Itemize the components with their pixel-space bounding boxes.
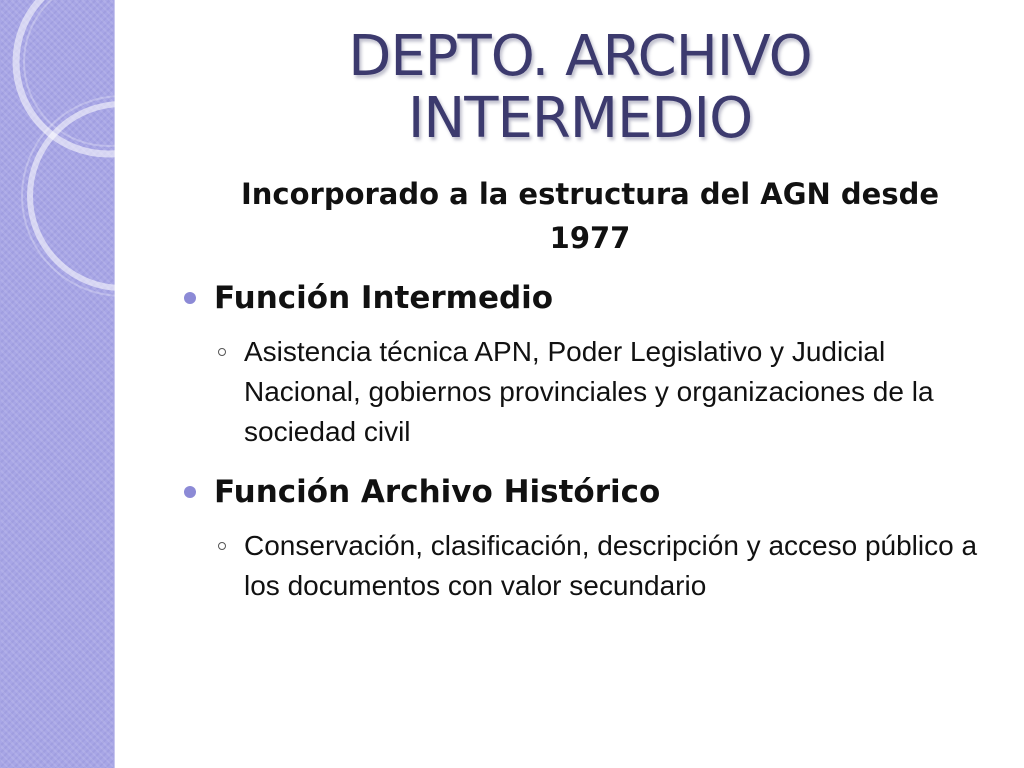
sub-bullet-item-conservacion: [180, 526, 980, 606]
bullet-item-funcion-archivo-historico: [180, 470, 980, 514]
sub-bullet-text: Asistencia técnica APN, Poder Legislativo y Judicial Nacional, gobiernos provinciales y organizaciones de la sociedad civil: [244, 336, 934, 447]
sub-bullet-text: Conservación, clasificación, descripción y acceso público a los documentos con valor secundario: [244, 530, 978, 601]
hollow-ring-bullet-icon: [218, 542, 226, 550]
slide-subtitle: [178, 172, 1002, 260]
slide-subtitle-line-1: Incorporado a la estructura del AGN desde: [240, 177, 940, 211]
slide-title: [200, 26, 960, 150]
bullet-heading: Función Intermedio: [214, 280, 554, 316]
slide-title-line-1: DEPTO. ARCHIVO: [348, 24, 812, 89]
bullet-list: [180, 276, 980, 624]
bullet-heading: Función Archivo Histórico: [214, 474, 661, 510]
filled-circle-bullet-icon: [184, 486, 196, 498]
filled-circle-bullet-icon: [184, 292, 196, 304]
decorative-circles-icon: [0, 0, 160, 300]
sub-bullet-item-asistencia: [180, 332, 980, 452]
bullet-item-funcion-intermedio: [180, 276, 980, 320]
hollow-ring-bullet-icon: [218, 348, 226, 356]
slide-title-line-2: INTERMEDIO: [407, 86, 753, 151]
slide-subtitle-line-2: 1977: [549, 221, 631, 255]
